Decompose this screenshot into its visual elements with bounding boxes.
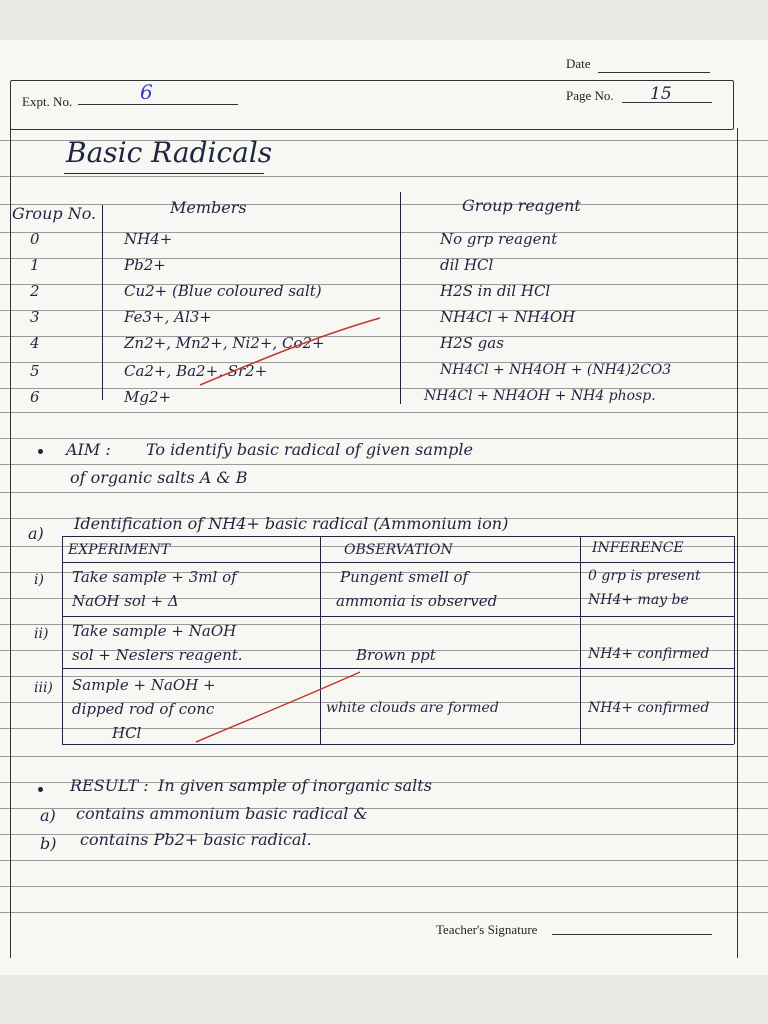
group-row-number: 1 — [30, 256, 40, 274]
id-row-inference-line: NH4+ may be — [588, 592, 689, 608]
group-row-members: Mg2+ — [124, 388, 172, 406]
identification-title: Identification of NH4+ basic radical (Ammonium ion) — [74, 514, 509, 533]
group-row-number: 2 — [30, 282, 40, 300]
id-row-observation-line: Brown ppt — [356, 646, 436, 664]
aim-line-1: To identify basic radical of given sample — [146, 440, 473, 459]
group-row-number: 4 — [30, 334, 40, 352]
group-row-reagent: No grp reagent — [440, 230, 558, 248]
group-row-number: 3 — [30, 308, 40, 326]
id-header-experiment: EXPERIMENT — [68, 542, 171, 558]
group-header-group: Group No. — [12, 204, 97, 223]
group-row-number: 5 — [30, 362, 40, 380]
id-row-observation-line: Pungent smell of — [340, 568, 469, 586]
red-tick-groups — [200, 318, 380, 385]
id-row-experiment-line: Take sample + 3ml of — [72, 568, 237, 586]
id-row-inference-line: NH4+ confirmed — [588, 646, 710, 662]
red-tick-experiments — [196, 672, 360, 742]
group-row-reagent: NH4Cl + NH4OH + NH4 phosp. — [424, 388, 656, 404]
id-row-number: iii) — [34, 680, 53, 696]
id-row-experiment-line: NaOH sol + Δ — [72, 592, 179, 610]
page-label: Page No. — [566, 88, 614, 103]
group-row-members: Pb2+ — [124, 256, 166, 274]
id-row-number: i) — [34, 572, 44, 588]
id-row-inference-line: 0 grp is present — [588, 568, 701, 584]
aim-label: AIM : — [66, 440, 111, 459]
result-b-text: contains Pb2+ basic radical. — [80, 830, 312, 849]
id-row-experiment-line: Take sample + NaOH — [72, 622, 237, 640]
group-row-members: Ca2+, Ba2+, Sr2+ — [124, 362, 268, 380]
result-a-label: a) — [40, 806, 56, 825]
group-header-reagent: Group reagent — [462, 196, 581, 215]
expt-value: 6 — [140, 80, 153, 104]
id-row-experiment-line: dipped rod of conc — [72, 700, 215, 718]
page-title: Basic Radicals — [66, 136, 273, 169]
id-row-experiment-line: Sample + NaOH + — [72, 676, 216, 694]
group-row-reagent: H2S in dil HCl — [440, 282, 551, 300]
id-row-experiment-line: sol + Neslers reagent. — [72, 646, 243, 664]
aim-line-2: of organic salts A & B — [70, 468, 248, 487]
page-value: 15 — [650, 84, 672, 104]
result-a-text: contains ammonium basic radical & — [76, 804, 368, 823]
date-label: Date — [566, 56, 591, 71]
group-row-members: Cu2+ (Blue coloured salt) — [124, 282, 322, 300]
group-row-members: NH4+ — [124, 230, 173, 248]
result-label: RESULT : — [70, 776, 149, 795]
id-header-observation: OBSERVATION — [344, 542, 453, 558]
group-row-reagent: H2S gas — [440, 334, 504, 352]
group-row-number: 0 — [30, 230, 40, 248]
result-b-label: b) — [40, 834, 57, 853]
id-row-number: ii) — [34, 626, 49, 642]
id-row-experiment-line: HCl — [112, 724, 142, 742]
result-line-1: In given sample of inorganic salts — [158, 776, 432, 795]
expt-label: Expt. No. — [22, 94, 73, 109]
group-row-number: 6 — [30, 388, 40, 406]
id-row-observation-line: ammonia is observed — [336, 592, 498, 610]
teacher-signature-label: Teacher's Signature — [436, 922, 538, 937]
id-row-inference-line: NH4+ confirmed — [588, 700, 710, 716]
group-row-reagent: NH4Cl + NH4OH + (NH4)2CO3 — [440, 362, 672, 378]
id-row-observation-line: white clouds are formed — [326, 700, 499, 716]
group-header-members: Members — [170, 198, 247, 217]
group-row-reagent: dil HCl — [440, 256, 494, 274]
id-header-inference: INFERENCE — [592, 540, 684, 556]
group-row-members: Fe3+, Al3+ — [124, 308, 212, 326]
identification-label: a) — [28, 524, 44, 543]
group-row-members: Zn2+, Mn2+, Ni2+, Co2+ — [124, 334, 325, 352]
group-row-reagent: NH4Cl + NH4OH — [440, 308, 576, 326]
